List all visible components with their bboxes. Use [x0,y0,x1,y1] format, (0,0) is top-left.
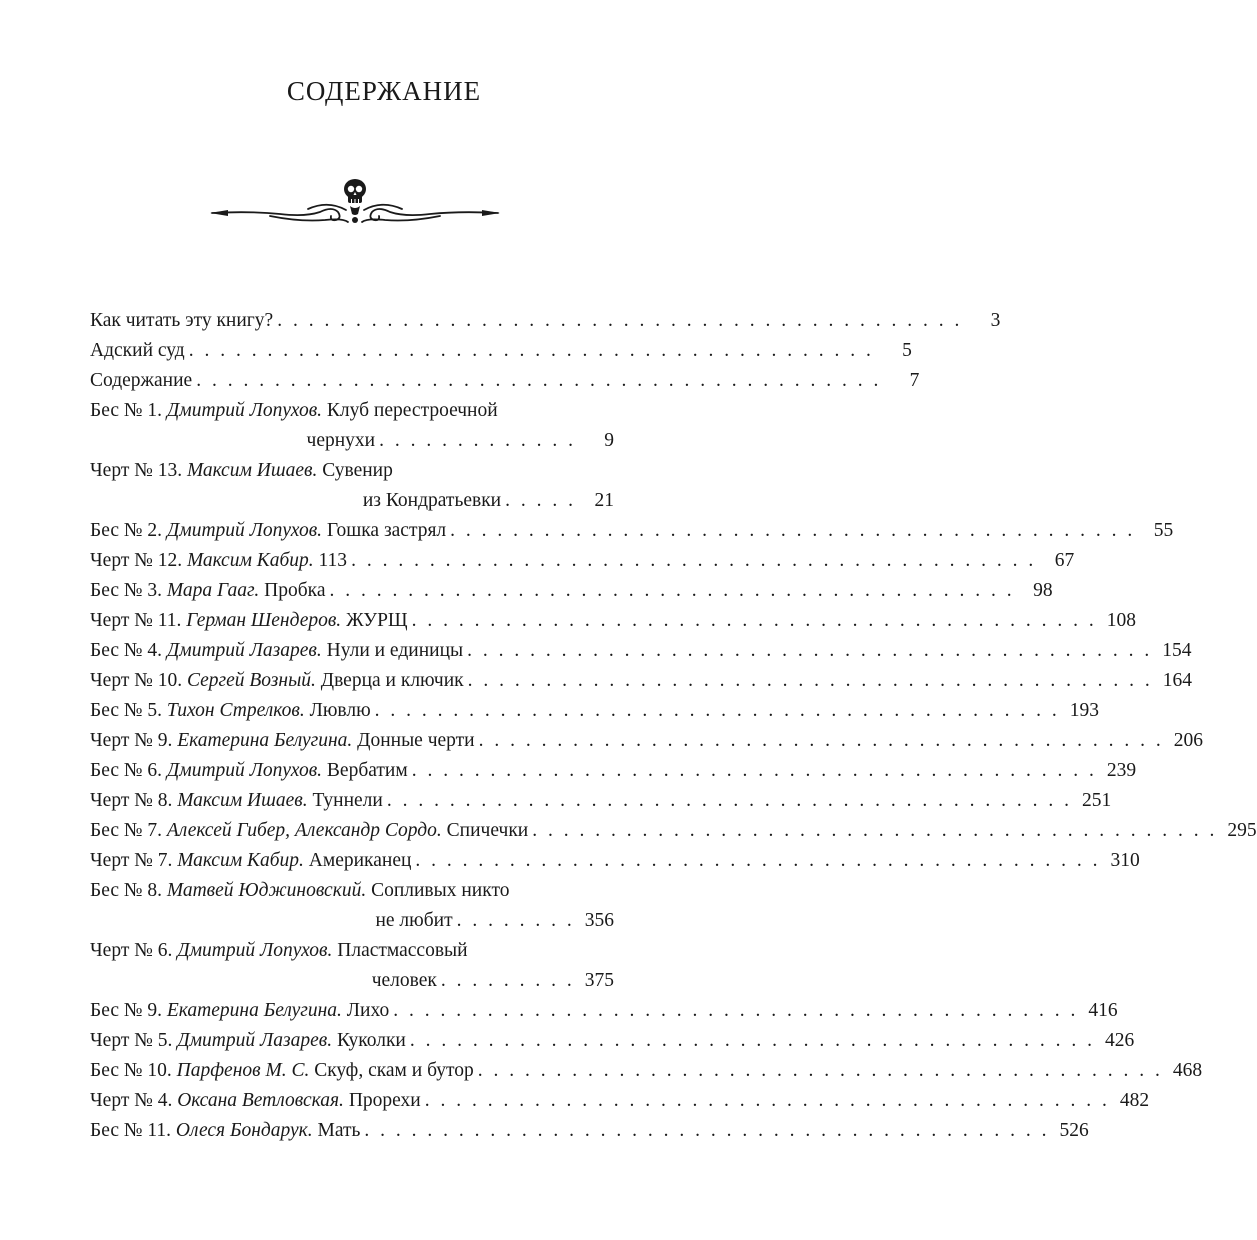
toc-entry[interactable] [90,876,614,936]
entry-title: Донные черти [357,730,475,751]
toc-entry[interactable] [90,936,614,996]
dot-leader: . . . . . . . . . . . . . . . . . . . . . . . . . . . . . . . . . . . . . . . . . . . . [196,370,882,391]
entry-prefix: Черт № 10. [90,670,183,691]
dot-leader: . . . . . . . . . . . . . . . . . . . . . . . . . . . . . . . . . . . . . . . . . . . . [188,340,874,361]
dot-leader: . . . . . [505,490,576,511]
toc-entry[interactable] [90,576,1053,606]
toc-entry[interactable] [90,336,912,366]
entry-title: Лювлю [309,700,371,721]
dot-leader: . . . . . . . . . . . . . . . . . . . . . . . . . . . . . . . . . . . . . . . . . . . . [393,1000,1079,1021]
toc-entry[interactable] [90,696,1100,726]
dot-leader: . . . . . . . . . . . . . . . . . . . . . . . . . . . . . . . . . . . . . . . . . . . . [467,670,1153,691]
entry-title: Пластмассовый [337,940,468,961]
dot-leader: . . . . . . . . . . . . . . . . . . . . . . . . . . . . . . . . . . . . . . . . . . . . [386,790,1072,811]
entry-title: Американец [308,850,412,871]
entry-prefix: Бес № 11. [90,1120,171,1141]
page-number: 5 [902,340,912,361]
dot-leader: . . . . . . . . . . . . . . . . . . . . . . . . . . . . . . . . . . . . . . . . . . . . [415,850,1101,871]
page-number: 310 [1110,850,1140,871]
dot-leader: . . . . . . . . . . . . . . . . . . . . . . . . . . . . . . . . . . . . . . . . . . . . [364,1120,1050,1141]
page-number: 154 [1162,640,1192,661]
entry-prefix: Бес № 9. [90,1000,162,1021]
entry-author: Екатерина Белугина. [177,730,353,751]
page-number: 295 [1227,820,1257,841]
page-number: 9 [604,430,614,451]
toc-entry[interactable] [90,396,614,456]
dot-leader: . . . . . . . . [456,910,575,931]
entry-title: Скуф, скам и бутор [314,1060,474,1081]
entry-author: Тихон Стрелков. [166,700,305,721]
entry-title: Мать [317,1120,361,1141]
entry-prefix: Черт № 4. [90,1090,173,1111]
entry-title: Дверца и ключик [320,670,464,691]
entry-prefix: Черт № 6. [90,940,173,961]
toc-entry[interactable] [90,1056,1203,1086]
entry-title: Прорехи [348,1090,421,1111]
toc-entry[interactable] [90,636,1192,666]
entry-prefix: Бес № 10. [90,1060,172,1081]
entry-author: Оксана Ветловская. [177,1090,344,1111]
page-number: 55 [1153,520,1174,541]
table-of-contents [90,306,1257,1146]
page-number: 416 [1088,1000,1118,1021]
dot-leader: . . . . . . . . . . . . . . . . . . . . . . . . . . . . . . . . . . . . . . . . . . . . [411,610,1097,631]
entry-title: Туннели [312,790,383,811]
dot-leader: . . . . . . . . . . . . . . . . . . . . . . . . . . . . . . . . . . . . . . . . . . . . [277,310,963,331]
page-number: 164 [1162,670,1192,691]
entry-title: Клуб перестроечной [326,400,498,421]
page-number: 21 [594,490,614,511]
toc-entry[interactable] [90,996,1118,1026]
entry-prefix: Черт № 11. [90,610,182,631]
entry-title: 113 [318,550,348,571]
entry-title-continued: человек [371,970,437,991]
toc-entry[interactable] [90,516,1174,546]
entry-title: Пробка [264,580,326,601]
entry-title: Как читать эту книгу? [90,310,274,331]
entry-prefix: Бес № 8. [90,880,162,901]
dot-leader: . . . . . . . . . . . . . . . . . . . . . . . . . . . . . . . . . . . . . . . . . . . . [409,1030,1095,1051]
page-number: 206 [1173,730,1203,751]
entry-title: Куколки [336,1030,406,1051]
entry-author: Парфенов М. С. [176,1060,310,1081]
entry-author: Максим Ишаев. [186,460,318,481]
entry-author: Матвей Юджиновский. [166,880,367,901]
page-number: 193 [1069,700,1100,721]
page-title: СОДЕРЖАНИЕ [286,76,482,106]
entry-title-continued: чернухи [306,430,376,451]
toc-entry[interactable] [90,666,1192,696]
page-number: 239 [1106,760,1137,781]
skull-flourish-ornament-icon [210,176,500,230]
entry-title: Нули и единицы [326,640,464,661]
entry-title: Сопливых никто [371,880,510,901]
entry-author: Дмитрий Лазарев. [177,1030,333,1051]
dot-leader: . . . . . . . . . . . . . . . . . . . . . . . . . . . . . . . . . . . . . . . . . . . . [424,1090,1110,1111]
entry-title: ЖУРЩ [346,610,408,631]
entry-title: Сувенир [322,460,393,481]
page-number: 67 [1054,550,1075,571]
toc-entry[interactable] [90,306,1001,336]
dot-leader: . . . . . . . . . . . . . . . . . . . . . . . . . . . . . . . . . . . . . . . . . . . . [467,640,1153,661]
page-number: 526 [1059,1120,1089,1141]
page-number: 375 [584,970,614,991]
toc-entry[interactable] [90,456,614,516]
toc-entry[interactable] [90,606,1136,636]
toc-entry[interactable] [90,756,1137,786]
entry-title: Спичечки [446,820,529,841]
toc-entry[interactable] [90,546,1075,576]
page-number: 251 [1081,790,1112,811]
entry-title: Гошка застрял [326,520,447,541]
dot-leader: . . . . . . . . . . . . . . . . . . . . . . . . . . . . . . . . . . . . . . . . . . . . [478,730,1164,751]
dot-leader: . . . . . . . . . [440,970,575,991]
entry-author: Дмитрий Лазарев. [166,640,322,661]
entry-prefix: Бес № 5. [90,700,162,721]
toc-entry[interactable] [90,1026,1135,1056]
dot-leader: . . . . . . . . . . . . . . . . . . . . . . . . . . . . . . . . . . . . . . . . . . . . [374,700,1060,721]
dot-leader: . . . . . . . . . . . . . . . . . . . . . . . . . . . . . . . . . . . . . . . . . . . . [450,520,1136,541]
entry-author: Мара Гааг. [166,580,260,601]
dot-leader: . . . . . . . . . . . . . . . . . . . . . . . . . . . . . . . . . . . . . . . . . . . . [411,760,1097,781]
dot-leader: . . . . . . . . . . . . . . . . . . . . . . . . . . . . . . . . . . . . . . . . . . . . [351,550,1037,571]
page-number: 98 [1033,580,1053,601]
entry-author: Алексей Гибер, Александр Сордо. [166,820,442,841]
entry-author: Олеся Бондарук. [175,1120,313,1141]
page-number: 468 [1172,1060,1203,1081]
entry-author: Максим Кабир. [186,550,314,571]
entry-title-continued: не любит [375,910,453,931]
entry-title: Адский суд [90,340,185,361]
entry-author: Герман Шендеров. [186,610,342,631]
entry-prefix: Бес № 3. [90,580,162,601]
dot-leader: . . . . . . . . . . . . . . . . . . . . . . . . . . . . . . . . . . . . . . . . . . . . [477,1060,1163,1081]
entry-prefix: Бес № 7. [90,820,162,841]
toc-entry[interactable] [90,366,920,396]
entry-prefix: Черт № 13. [90,460,183,481]
toc-entry[interactable] [90,846,1140,876]
toc-entry[interactable] [90,726,1203,756]
entry-title: Содержание [90,370,193,391]
toc-entry[interactable] [90,1116,1089,1146]
entry-prefix: Черт № 5. [90,1030,173,1051]
page-number: 3 [990,310,1001,331]
page-number: 482 [1119,1090,1150,1111]
entry-prefix: Черт № 9. [90,730,173,751]
dot-leader: . . . . . . . . . . . . . [379,430,576,451]
entry-prefix: Черт № 12. [90,550,183,571]
entry-prefix: Бес № 2. [90,520,162,541]
entry-prefix: Черт № 7. [90,850,173,871]
page-number: 426 [1105,1030,1135,1051]
entry-title-continued: из Кондратьевки [362,490,502,511]
dot-leader: . . . . . . . . . . . . . . . . . . . . . . . . . . . . . . . . . . . . . . . . . . . . [329,580,1015,601]
entry-prefix: Черт № 8. [90,790,173,811]
page-number: 108 [1106,610,1136,631]
toc-entry[interactable] [90,786,1112,816]
entry-author: Дмитрий Лопухов. [166,520,323,541]
entry-author: Екатерина Белугина. [166,1000,342,1021]
entry-author: Максим Ишаев. [177,790,308,811]
entry-title: Лихо [346,1000,390,1021]
entry-author: Дмитрий Лопухов. [166,400,323,421]
toc-entry[interactable] [90,1086,1150,1116]
entry-author: Дмитрий Лопухов. [166,760,323,781]
page-number: 7 [909,370,920,391]
entry-author: Сергей Возный. [186,670,316,691]
entry-prefix: Бес № 4. [90,640,162,661]
entry-prefix: Бес № 1. [90,400,162,421]
entry-prefix: Бес № 6. [90,760,162,781]
dot-leader: . . . . . . . . . . . . . . . . . . . . . . . . . . . . . . . . . . . . . . . . . . . . [532,820,1218,841]
toc-entry[interactable] [90,816,1257,846]
entry-author: Дмитрий Лопухов. [177,940,333,961]
page-number: 356 [584,910,614,931]
entry-author: Максим Кабир. [177,850,304,871]
entry-title: Вербатим [326,760,408,781]
